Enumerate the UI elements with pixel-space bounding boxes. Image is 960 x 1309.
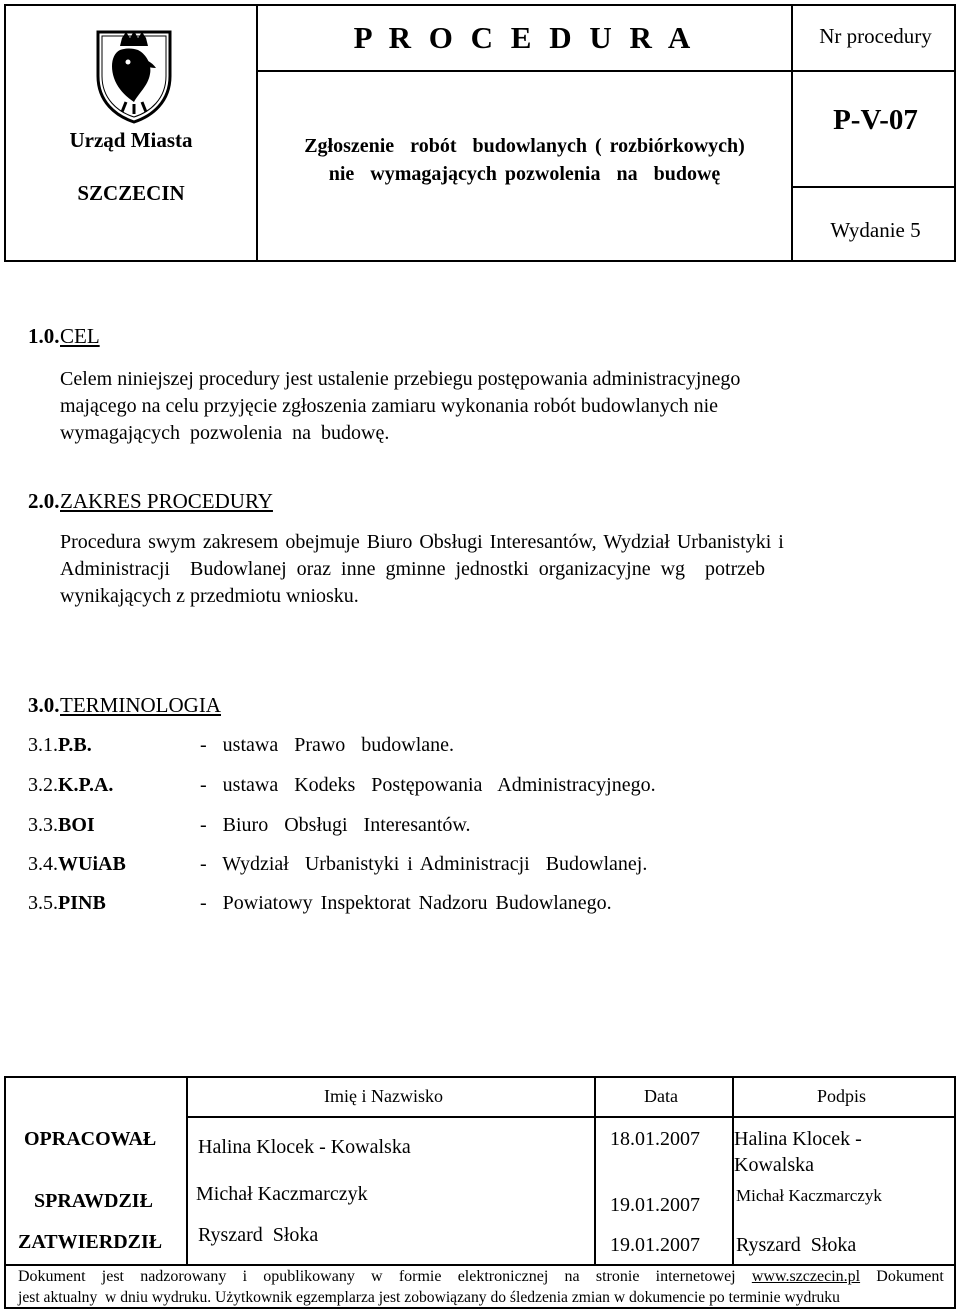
table-divider (594, 1078, 596, 1264)
term-definition: - ustawa Kodeks Postępowania Administracyjnego. (200, 774, 656, 796)
office-name: Urząd Miasta (69, 128, 193, 152)
term-item (28, 853, 928, 881)
procedure-number-label: Nr procedury (819, 24, 932, 48)
term-definition: - Wydział Urbanistyki i Administracji Budowlanej. (200, 853, 648, 875)
term-abbreviation: WUiAB (58, 853, 126, 875)
section-title: ZAKRES PROCEDURY (60, 489, 273, 513)
header-divider (791, 186, 954, 188)
footnote-line: jest aktualny w dniu wydruku. Użytkownik egzemplarza jest zobowiązany do śledzenia zmian w dokumencie po terminie wydruku (18, 1289, 840, 1306)
signature: Ryszard Słoka (736, 1234, 857, 1256)
sign-date: 19.01.2007 (610, 1234, 700, 1256)
footnote-line (18, 1266, 944, 1287)
section-title: CEL (60, 324, 100, 348)
column-header-date: Data (644, 1086, 678, 1106)
term-number: 3.4. (28, 853, 58, 875)
role-label: SPRAWDZIŁ (34, 1190, 153, 1212)
footnote-word: i (242, 1268, 248, 1285)
term-item (28, 734, 928, 762)
paragraph-line: wymagających pozwolenia na budowę. (60, 422, 390, 444)
paragraph-line: mającego na celu przyjęcie zgłoszenia zamiaru wykonania robót budowlanych nie (60, 395, 719, 417)
column-header-signature: Podpis (817, 1086, 867, 1106)
footnote-word: opublikowany (263, 1268, 355, 1285)
footnote-word: w (371, 1268, 383, 1285)
person-name: Halina Klocek - Kowalska (198, 1136, 411, 1158)
section-number: 1.0. (28, 324, 60, 348)
signature-table (4, 1076, 956, 1309)
paragraph-line: Procedura swym zakresem obejmuje Biuro Obsługi Interesantów, Wydział Urbanistyki i (60, 531, 784, 553)
table-divider (186, 1116, 954, 1118)
procedure-number: P-V-07 (833, 104, 918, 136)
paragraph-line: Administracji Budowlanej oraz inne gminne jednostki organizacyjne wg potrzeb (60, 558, 766, 580)
section-number: 2.0. (28, 489, 60, 513)
footnote-word: internetowej (655, 1268, 736, 1285)
procedure-subtitle-line: Zgłoszenie robót budowlanych ( rozbiórkowych) (304, 135, 745, 157)
term-definition: - ustawa Prawo budowlane. (200, 734, 455, 756)
term-abbreviation: K.P.A. (58, 774, 114, 796)
term-number: 3.3. (28, 814, 58, 836)
szczecin-coat-of-arms-icon (92, 28, 176, 124)
term-item (28, 774, 928, 802)
signature: Michał Kaczmarczyk (736, 1186, 882, 1205)
footnote-word: stronie (595, 1268, 640, 1285)
term-abbreviation: PINB (58, 892, 106, 914)
footnote-word: na (564, 1268, 580, 1285)
procedure-title: P R O C E D U R A (353, 20, 696, 55)
footnote-word: Dokument (876, 1268, 944, 1285)
term-abbreviation: P.B. (58, 734, 92, 756)
term-definition: - Powiatowy Inspektorat Nadzoru Budowlanego. (200, 892, 612, 914)
term-abbreviation: BOI (58, 814, 95, 836)
footnote-word: formie (398, 1268, 442, 1285)
term-number: 3.2. (28, 774, 58, 796)
signature: Halina Klocek - (734, 1128, 862, 1150)
column-header-name: Imię i Nazwisko (324, 1086, 443, 1106)
section-paragraph (60, 529, 928, 610)
footnote-word: Dokument (18, 1268, 86, 1285)
term-definition: - Biuro Obsługi Interesantów. (200, 814, 471, 836)
person-name: Ryszard Słoka (198, 1224, 319, 1246)
website-link[interactable]: www.szczecin.pl (751, 1268, 861, 1285)
footnote-word: elektronicznej (457, 1268, 549, 1285)
sign-date: 18.01.2007 (610, 1128, 700, 1150)
sign-date: 19.01.2007 (610, 1194, 700, 1216)
term-number: 3.5. (28, 892, 58, 914)
role-label: OPRACOWAŁ (24, 1128, 157, 1150)
header-divider (256, 70, 954, 72)
term-item (28, 814, 928, 842)
person-name: Michał Kaczmarczyk (196, 1183, 368, 1205)
edition-label: Wydanie 5 (830, 218, 921, 242)
office-city: SZCZECIN (77, 181, 185, 205)
section-number: 3.0. (28, 693, 60, 717)
section-title: TERMINOLOGIA (60, 693, 221, 717)
procedure-subtitle-line: nie wymagających pozwolenia na budowę (328, 163, 721, 185)
procedure-subtitle (258, 132, 791, 188)
footnote-word: nadzorowany (140, 1268, 227, 1285)
section-paragraph (60, 366, 928, 447)
paragraph-line: wynikających z przedmiotu wniosku. (60, 585, 359, 607)
document-footnote (18, 1266, 944, 1308)
term-number: 3.1. (28, 734, 58, 756)
role-label: ZATWIERDZIŁ (18, 1231, 163, 1253)
table-divider (186, 1078, 188, 1264)
term-item (28, 892, 928, 920)
signature: Kowalska (734, 1154, 814, 1176)
paragraph-line: Celem niniejszej procedury jest ustalenie przebiegu postępowania administracyjnego (60, 368, 741, 390)
footnote-word: jest (101, 1268, 124, 1285)
procedure-header (4, 4, 956, 262)
